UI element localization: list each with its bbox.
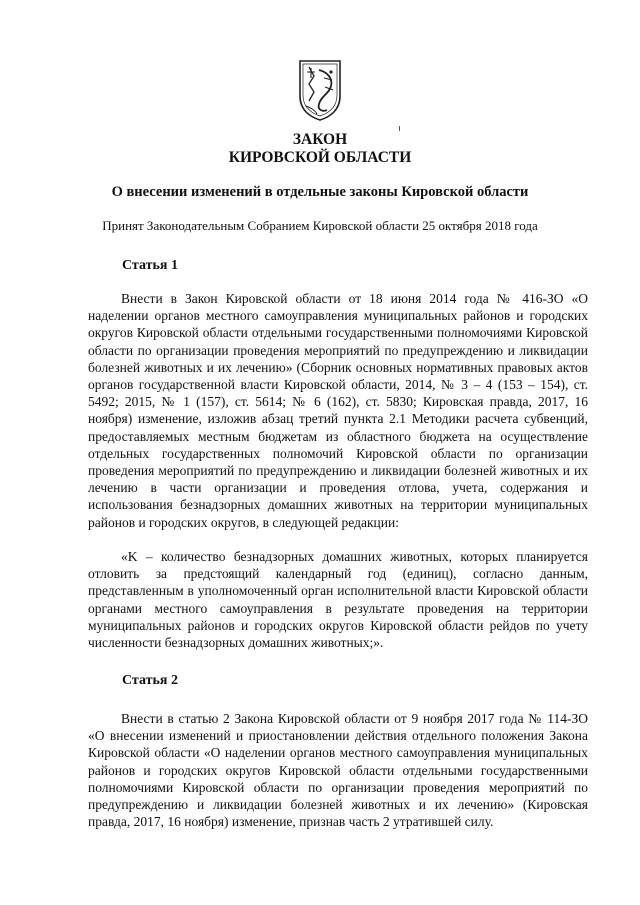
article-2-paragraph-1: Внести в статью 2 Закона Кировской области от 9 ноября 2017 года № 114-ЗО «О внесении изменений и приостановлении действия отдельного положения Закона Кировской области «О наделении органов местного самоуправления муниципальных районов и городских округов Кировской области отдельными государственными полномочиями Кировской области по организации проведения мероприятий по предупреждению и ликвидации болезней животных и их лечению» (Кировская правда, 2017, 16 ноября) изменение, признав часть 2 утратившей силу. [88,711,588,830]
article-1-heading: Статья 1 [122,258,178,273]
law-title-line2: КИРОВСКОЙ ОБЛАСТИ [228,149,412,166]
article-1-paragraph-2: «K – количество безнадзорных домашних животных, которых планируется отловить за предстоящий календарный год (единиц), согласно данным, представленным в уполномоченный орган исполнительной власти Кировской области органами местного самоуправления в результате проведения на территории муниципальных районов и городских округов Кировской области рейдов по учету численности безнадзорных домашних животных;». [88,549,588,651]
article-2-heading: Статья 2 [122,673,178,688]
adoption-note: Принят Законодательным Собранием Кировской области 25 октября 2018 года [102,218,538,233]
law-subtitle: О внесении изменений в отдельные законы Кировской области [111,184,529,200]
coat-of-arms-icon [297,58,343,122]
article-1-paragraph-1: Внести в Закон Кировской области от 18 июня 2014 года № 416-ЗО «О наделении органов местного самоуправления муниципальных районов и городских округов Кировской области отдельными государственными полномочиями Кировской области по организации проведения мероприятий по предупреждению и ликвидации болезней животных и их лечению» (Сборник основных нормативных правовых актов органов государственной власти Кировской области, 2014, № 3 – 4 (153 – 154), ст. 5492; 2015, № 1 (157), ст. 5614; № 6 (162), ст. 5830; Кировская правда, 2017, 16 ноября) изменение, изложив абзац третий пункта 2.1 Методики расчета субвенций, предоставляемых местным бюджетам из областного бюджета на осуществление отдельных государственных полномочий Кировской области по организации проведения мероприятий по предупреждению и ликвидации болезней животных и их лечению в части организации и проведения отлова, учета, содержания и использования безнадзорных домашних животных на территории муниципальных районов и городских округов, в следующей редакции: [88,291,588,530]
law-title-line1: ЗАКОН [292,131,348,148]
